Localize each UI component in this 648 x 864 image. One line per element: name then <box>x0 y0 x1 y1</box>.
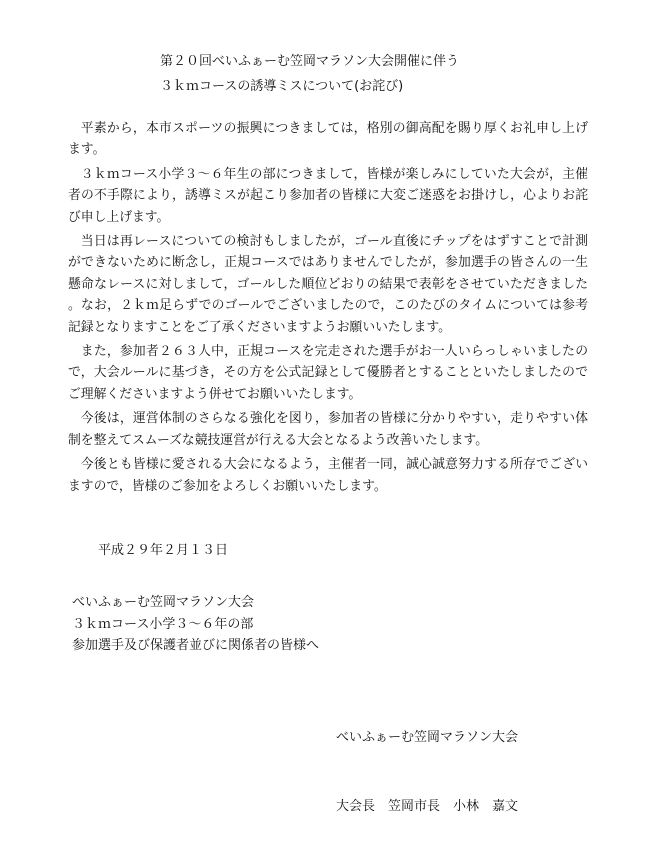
letter-body <box>68 118 588 500</box>
document-title-line-2: ３ｋｍコースの誘導ミスについて(お詫び) <box>160 79 404 94</box>
paragraph-race-decision: 当日は再レースについての検討もしましたが，ゴール直後にチップをはずすことで計測ができないために断念し，正規コースではありませんでしたが，参加選手の皆さんの一生懸命なレースに対しまして，ゴールした順位どおりの結果で表彰をさせていただきました。なお，２ｋｍ足らずでのゴールでございましたので，このたびのタイムについては参考記録となりますことをご了承くださいますようお願いいたします。 <box>68 234 588 335</box>
paragraph-closing: 今後とも皆様に愛される大会になるよう，主催者一同，誠心誠意努力する所存でございますので，皆様のご参加をよろしくお願いいたします。 <box>68 457 588 494</box>
letter-date: 平成２９年２月１３日 <box>98 543 229 558</box>
recipient-line-addressees: 参加選手及び保護者並びに関係者の皆様へ <box>72 638 320 653</box>
signature-name: 大会長 笠岡市長 小林 嘉文 <box>336 799 519 814</box>
signature-block <box>336 680 518 864</box>
paragraph-improvement: 今後は，運営体制のさらなる強化を図り，参加者の皆様に分かりやすい，走りやすい体制を整えてスムーズな競技運営が行える大会となるよう改善いたします。 <box>68 411 588 448</box>
signature-organization: べいふぁーむ笠岡マラソン大会 <box>336 730 519 745</box>
recipients-block <box>72 592 319 657</box>
document-title-line-1: 第２０回べいふぁーむ笠岡マラソン大会開催に伴う <box>160 54 460 69</box>
recipient-line-event: べいふぁーむ笠岡マラソン大会 <box>72 595 255 610</box>
paragraph-official-record: また，参加者２６３人中，正規コースを完走された選手がお一人いらっしゃいましたので，大会ルールに基づき，その方を公式記録として優勝者とすることといたしましたのでご理解くださいますよう併せてお願いいたします。 <box>68 344 588 402</box>
recipient-line-course: ３ｋｍコース小学３～６年の部 <box>72 616 254 632</box>
paragraph-apology: ３ｋｍコース小学３～６年生の部につきまして，皆様が楽しみにしていた大会が，主催者の不手際により，誘導ミスが起こり参加者の皆様に大変ご迷惑をお掛けし，心よりお詫び申し上げます。 <box>68 166 588 225</box>
paragraph-greeting: 平素から，本市スポーツの振興につきましては，格別の御高配を賜り厚くお礼申し上げます。 <box>68 121 588 158</box>
